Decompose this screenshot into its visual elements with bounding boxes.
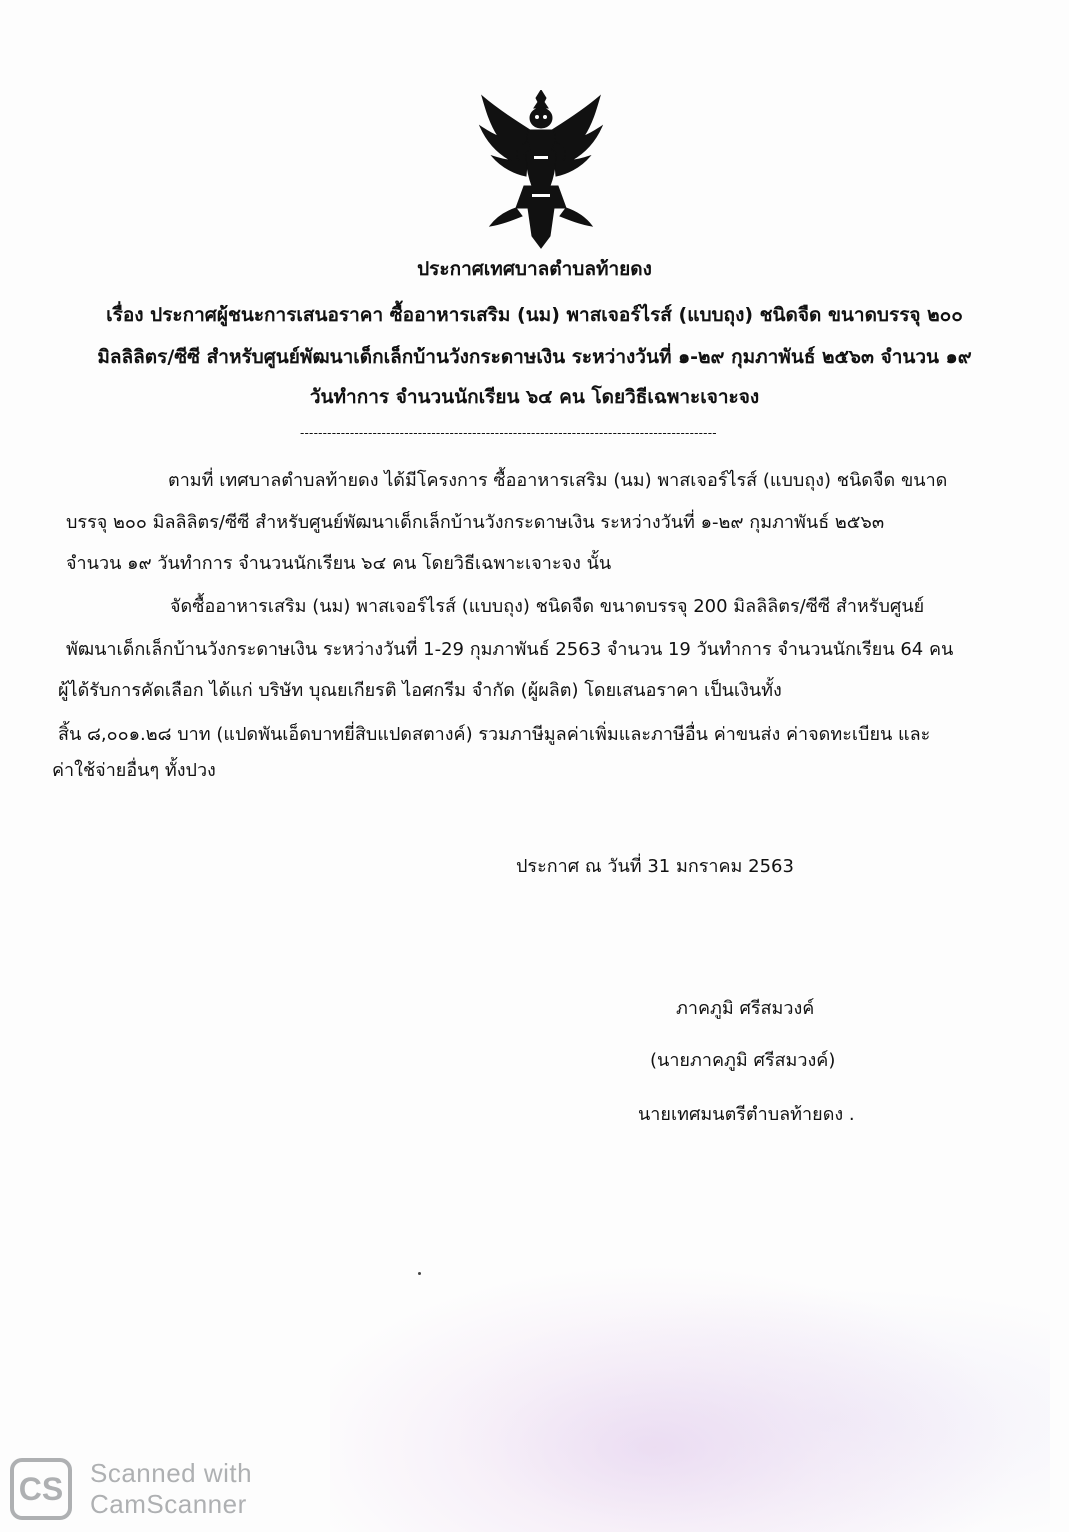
separator-line: -------------------------------------------------------------------------------------------- xyxy=(300,426,717,440)
paragraph-2-line: สิ้น ๘,๐๐๑.๒๘ บาท (แปดพันเอ็ดบาทยี่สิบแปดสตางค์) รวมภาษีมูลค่าเพิ่มและภาษีอื่น ค่าขนส่ง ค่าจดทะเบียน และ xyxy=(58,724,931,745)
paragraph-1-line: บรรจุ ๒๐๐ มิลลิลิตร/ซีซี สำหรับศูนย์พัฒนาเด็กเล็กบ้านวังกระดาษเงิน ระหว่างวันที่ ๑-๒๙ กุมภาพันธ์ ๒๕๖๓ xyxy=(66,512,885,533)
scan-speck xyxy=(418,1272,421,1275)
camscanner-watermark xyxy=(10,1458,252,1520)
signature-position: นายเทศมนตรีตำบลท้ายดง . xyxy=(638,1104,855,1125)
paragraph-2-line: ค่าใช้จ่ายอื่นๆ ทั้งปวง xyxy=(52,760,216,781)
subject-line: วันทำการ จำนวนนักเรียน ๖๔ คน โดยวิธีเฉพาะเจาะจง xyxy=(309,386,760,408)
camscanner-logo-icon: CS xyxy=(10,1458,72,1520)
scan-smudge xyxy=(330,1250,1050,1532)
paragraph-2-line: ผู้ได้รับการคัดเลือก ได้แก่ บริษัท บุณยเกียรติ ไอศกรีม จำกัด (ผู้ผลิต) โดยเสนอราคา เป็นเงินทั้ง xyxy=(58,680,782,701)
signature-name: ภาคภูมิ ศรีสมวงค์ xyxy=(676,998,815,1019)
subject-line: เรื่อง ประกาศผู้ชนะการเสนอราคา ซื้ออาหารเสริม (นม) พาสเจอร์ไรส์ (แบบถุง) ชนิดจืด ขนาดบรรจุ ๒๐๐ xyxy=(106,304,963,326)
signature-full-name: (นายภาคภูมิ ศรีสมวงค์) xyxy=(650,1050,836,1071)
subject-line: มิลลิลิตร/ซีซี สำหรับศูนย์พัฒนาเด็กเล็กบ้านวังกระดาษเงิน ระหว่างวันที่ ๑-๒๙ กุมภาพันธ์ ๒๕๖๓ จำนวน ๑๙ xyxy=(97,346,972,368)
paragraph-1-line: จำนวน ๑๙ วันทำการ จำนวนนักเรียน ๖๔ คน โดยวิธีเฉพาะเจาะจง นั้น xyxy=(66,553,612,574)
paragraph-2-line: จัดซื้ออาหารเสริม (นม) พาสเจอร์ไรส์ (แบบถุง) ชนิดจืด ขนาดบรรจุ 200 มิลลิลิตร/ซีซี สำหรับศูนย์ xyxy=(170,596,925,617)
watermark-line-2: CamScanner xyxy=(90,1489,247,1519)
garuda-emblem-icon xyxy=(474,90,608,250)
paragraph-2-line: พัฒนาเด็กเล็กบ้านวังกระดาษเงิน ระหว่างวันที่ 1-29 กุมภาพันธ์ 2563 จำนวน 19 วันทำการ จำนวนนักเรียน 64 คน xyxy=(66,639,954,660)
document-title: ประกาศเทศบาลตำบลท้ายดง xyxy=(417,258,652,280)
announcement-date: ประกาศ ณ วันที่ 31 มกราคม 2563 xyxy=(516,856,794,877)
watermark-line-1: Scanned with xyxy=(90,1458,253,1488)
watermark-text xyxy=(90,1458,252,1520)
paragraph-1-line: ตามที่ เทศบาลตำบลท้ายดง ได้มีโครงการ ซื้ออาหารเสริม (นม) พาสเจอร์ไรส์ (แบบถุง) ชนิดจืด ขนาด xyxy=(168,470,948,491)
